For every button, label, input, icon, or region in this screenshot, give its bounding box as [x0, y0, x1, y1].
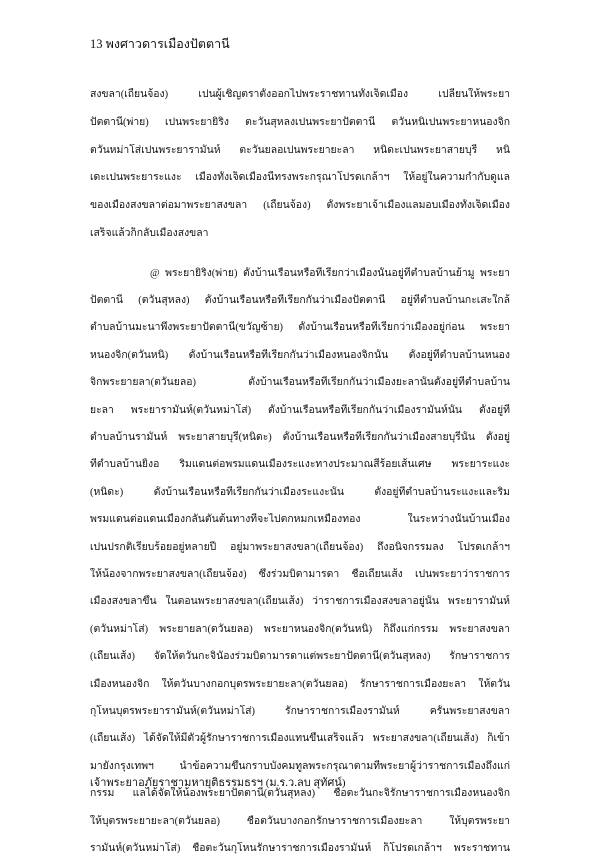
text-line: ปัตตานี (ตวันสุหลง) ตั้งบ้านเรือนหรือที่เรียกกันว่าเมืองปัตตานี อยู่ที่ตำบลบ้านกะเสะใกล้ [90, 295, 510, 306]
text-line: ตำบลบ้านรามันห์ พระยาสายบุรี(หนิดะ) ตั้งบ้านเรือนหรือที่เรียกกันว่าเมืองสายบุรีนั้น ตั้งอยู่ [90, 432, 510, 443]
text-line: รามันห์(ตวันหม่าโส่) ชื่อตะวันกุโหนรักษาราชการเมืองรามันห์ ก็โปรดเกล้าฯ พระราชทาน [90, 843, 510, 854]
text-line: ยะลา พระยารามันห์(ตวันหม่าโส่) ตั้งบ้านเรือนหรือที่เรียกกันว่าเมืองรามันห์นั้น ตั้งอยู่ที่ [90, 404, 510, 416]
page-header: 13 พงศาวดารเมืองปัตตานี [90, 37, 230, 51]
text-line: กรรม แลได้จัดให้น้องพระยาปัตตานี(ตวันสุหลง) ชื่อตะวันกะจิรักษาราชการเมืองหนองจิก [90, 788, 510, 800]
text-line: พรมแดนต่อแดนเมืองกลันตันต้นทางที่จะไปตกหมกเหมืองทอง ในระหว่างนั้นบ้านเมือง [90, 514, 510, 526]
text-line: ให้น้องจากพระยาสงขลา(เถี้ยนจ้อง) ซึ่งร่วมบิดามารดา ชื่อเถี้ยนเส้ง เปนพระยาว่าราชการ [90, 569, 510, 580]
text-line: กุโหนบุตรพระยารามันห์(ตวันหม่าโส่) รักษาราชการเมืองรามันห์ ครั้นพระยาสงขลา [90, 706, 510, 717]
text-line: ให้บุตรพระยายะลา(ตวันยลอ) ชื่อตวันบางกอกรักษาราชการเมืองยะลา ให้บุตรพระยา [90, 815, 510, 827]
page-footer-author: เจ้าพระยาอภัยราชามหายุติธรรมธรฯ (ม.ร.ว.ลบ สุทัศน์) [90, 777, 346, 789]
text-line: ตำบลบ้านมะนาพึ่งพระยาปัตตานี(ขวัญซ้าย) ตั้งบ้านเรือนหรือที่เรียกว่าเมืองอยู่ก่อน พระยา [90, 322, 510, 334]
text-line: มายังกรุงเทพฯ นำข้อความขึ้นกราบบังคมทูลพระกรุณาตามที่พระยาผู้ว่าราชการเมืองถึงแก่ [90, 760, 510, 772]
text-line: จิกพระยายลา(ตวันยลอ) ตั้งบ้านเรือนหรือที่เรียกกันว่าเมืองยะลานั้นตั้งอยู่ที่ตำบลบ้าน [90, 377, 510, 389]
text-line: ปัตตานี(พ่าย) เปนพระยายิริง ตะวันสุหลงเปนพระยาปัตตานี ตวันหนิเปนพระยาหนองจิก [90, 116, 510, 128]
text-line: หนองจิก(ตวันหนิ) ตั้งบ้านเรือนหรือที่เรียกกันว่าเมืองหนองจิกนั้น ตั้งอยู่ที่ตำบลบ้านหนอง [90, 349, 510, 361]
text-line: ตวันหม่าโส่เปนพระยารามันห์ ตะวันยลอเปนพระยายะลา หนิดะเปนพระยาสายบุรี หนิ [90, 144, 510, 156]
text-line: เมืองหนองจิก ให้ตวันบางกอกบุตรพระยายะลา(ตวันยลอ) รักษาราชการเมืองยะลา ให้ตวัน [90, 678, 510, 690]
text-line: เดะเปนพระยาระแงะ เมืองทั้งเจ็ดเมืองนี้ทรงพระกรุณาโปรดเกล้าฯ ให้อยู่ในความกำกับดูแล [90, 172, 510, 184]
text-line: (เถี้ยนเส้ง) ได้จัดให้มีตัวผู้รักษาราชการเมืองแทนขึ้นเสร็จแล้ว พระยาสงขลา(เถี้ยนเส้ง) ก็เข้า [90, 733, 510, 745]
text-line: (ตวันหม่าโส่) พระยายลา(ตวันยลอ) พระยาหนองจิก(ตวันหนิ) ก็ถึงแก่กรรม พระยาสงขลา [90, 623, 510, 635]
text-line: (หนิดะ) ตั้งบ้านเรือนหรือที่เรียกกันว่าเมืองระแงะนั้น ตั้งอยู่ที่ตำบลบ้านระแงะและริม [90, 486, 510, 498]
text-line: ของเมืองสงขลาต่อมาพระยาสงขลา (เถี้ยนจ้อง) ตั้งพระยาเจ้าเมืองแลมอบเมืองทั้งเจ็ดเมือง [90, 200, 510, 212]
text-line: ที่ตำบลบ้านยิ้งอ ริมแดนต่อพรมแดนเมืองระแงะทางประมาณสี่ร้อยเส้นเศษ พระยาระแงะ [90, 459, 510, 471]
text-line: เมืองสงขลาขึ้น ในตอนพระยาสงขลา(เถี้ยนเส้ง) ว่าราชการเมืองสงขลาอยู่นั้น พระยารามันห์ [90, 596, 510, 608]
text-line: (เถี้ยนเส้ง) จัดให้ตวันกะจินัองร่วมบิดามารดาแต่พระยาปัตตานี(ตวันสุหลง) รักษาราชการ [90, 651, 510, 663]
text-line: เสร็จแล้วก็กลับเมืองสงขลา [90, 228, 209, 239]
text-line: สงขลา(เถี้ยนจ้อง) เปนผู้เชิญตราตั้งออกไปพระราชทานทั้งเจ็ดเมือง เปลี่ยนให้พระยา [90, 89, 510, 100]
text-line: เปนปรกติเรียบร้อยอยู่หลายปี อยู่มาพระยาสงขลา(เถี้ยนจ้อง) ถึงอนิจกรรมลง โปรดเกล้าฯ [90, 541, 510, 553]
paragraph-2-first-line: @ พระยายิริง(พ่าย) ตั้งบ้านเรือนหรือที่เรียกว่าเมืองนั้นอยู่ที่ตำบลบ้านย้ามู พระยา [150, 268, 510, 279]
